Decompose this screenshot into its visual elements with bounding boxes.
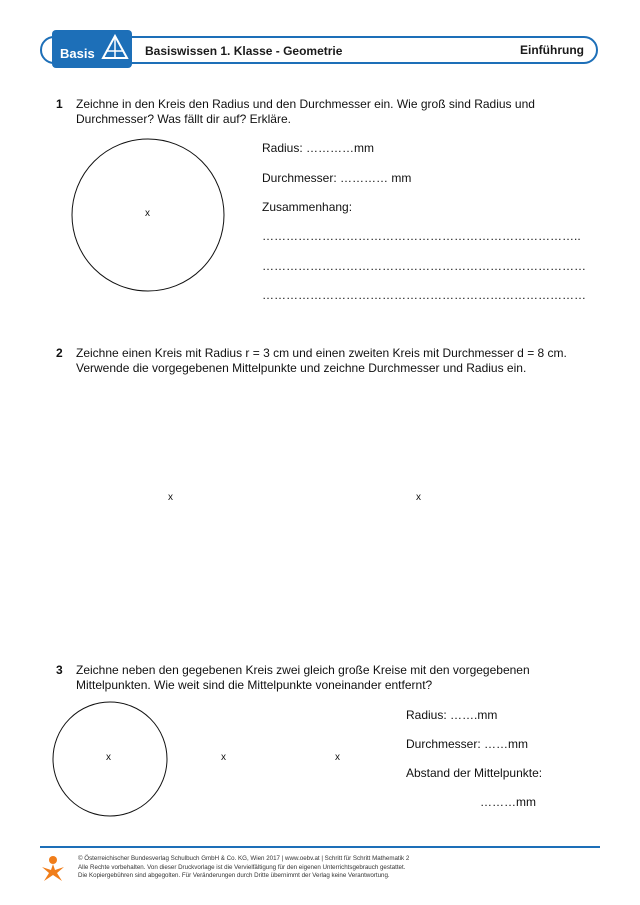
- publisher-star-icon: [40, 855, 66, 883]
- task-2-text: [76, 346, 596, 376]
- task-1-answer-line-3: ………………………………………………………………………: [262, 288, 586, 302]
- task-3-center-mark-circle: x: [106, 752, 111, 763]
- task-1-line-2: Durchmesser? Was fällt dir auf? Erkläre.: [76, 112, 291, 126]
- task-3-text: [76, 663, 596, 693]
- task-1-answer-line-2: ………………………………………………………………………: [262, 259, 586, 273]
- footer-line-3: Die Kopiergebühren sind abgegolten. Für Veränderungen durch Dritte übernimmt der Verlag keine Verantwortung.: [78, 872, 390, 879]
- triangle-logo-icon: [100, 33, 130, 63]
- task-3-number: 3: [56, 663, 63, 677]
- task-3-line-1: Zeichne neben den gegebenen Kreis zwei gleich große Kreise mit den vorgegebenen: [76, 663, 530, 677]
- task-1-answer-line-1: ……………………………………………………………………..: [262, 229, 581, 243]
- header-title-prefix: Basiswissen 1. Klasse -: [145, 44, 284, 58]
- task-3-radius-answer: Radius: …….mm: [406, 708, 498, 722]
- task-2-line-2: Verwende die vorgegebenen Mittelpunkte und zeichne Durchmesser und Radius ein.: [76, 361, 527, 375]
- task-1-line-1: Zeichne in den Kreis den Radius und den Durchmesser ein. Wie groß sind Radius und: [76, 97, 535, 111]
- task-2-center-mark-right: x: [416, 492, 421, 503]
- footer-copyright: [78, 855, 598, 881]
- task-3-distance-answer: ………mm: [480, 795, 536, 809]
- header-section: Einführung: [520, 43, 584, 57]
- task-3-center-mark-right: x: [335, 752, 340, 763]
- task-3-line-2: Mittelpunkten. Wie weit sind die Mittelpunkte voneinander entfernt?: [76, 678, 433, 692]
- task-2-line-1: Zeichne einen Kreis mit Radius r = 3 cm und einen zweiten Kreis mit Durchmesser d = 8 cm.: [76, 346, 567, 360]
- header-title: [145, 44, 342, 58]
- task-1-number: 1: [56, 97, 63, 111]
- task-1-diameter-answer: Durchmesser: ………… mm: [262, 171, 412, 185]
- footer-line-1: © Österreichischer Bundesverlag Schulbuch GmbH & Co. KG, Wien 2017 | www.oebv.at | Schritt für Schritt Mathematik 2: [78, 855, 410, 862]
- task-2-center-mark-left: x: [168, 492, 173, 503]
- footer-line-2: Alle Rechte vorbehalten. Von dieser Druckvorlage ist die Vervielfältigung für den eigenen Unterrichtsgebrauch gestattet.: [78, 863, 406, 871]
- task-3-center-mark-middle: x: [221, 752, 226, 763]
- task-1-text: [76, 97, 596, 127]
- task-3-diameter-answer: Durchmesser: ……mm: [406, 737, 529, 751]
- task-1-center-mark: x: [145, 208, 150, 219]
- task-2-number: 2: [56, 346, 63, 360]
- task-1-relation-label: Zusammenhang:: [262, 200, 353, 214]
- task-3-distance-label: Abstand der Mittelpunkte:: [406, 766, 543, 780]
- task-1-radius-answer: Radius: …………mm: [262, 141, 375, 155]
- basis-logo-label: Basis: [60, 46, 95, 61]
- footer-divider: [40, 846, 600, 848]
- header-title-topic: Geometrie: [283, 44, 343, 58]
